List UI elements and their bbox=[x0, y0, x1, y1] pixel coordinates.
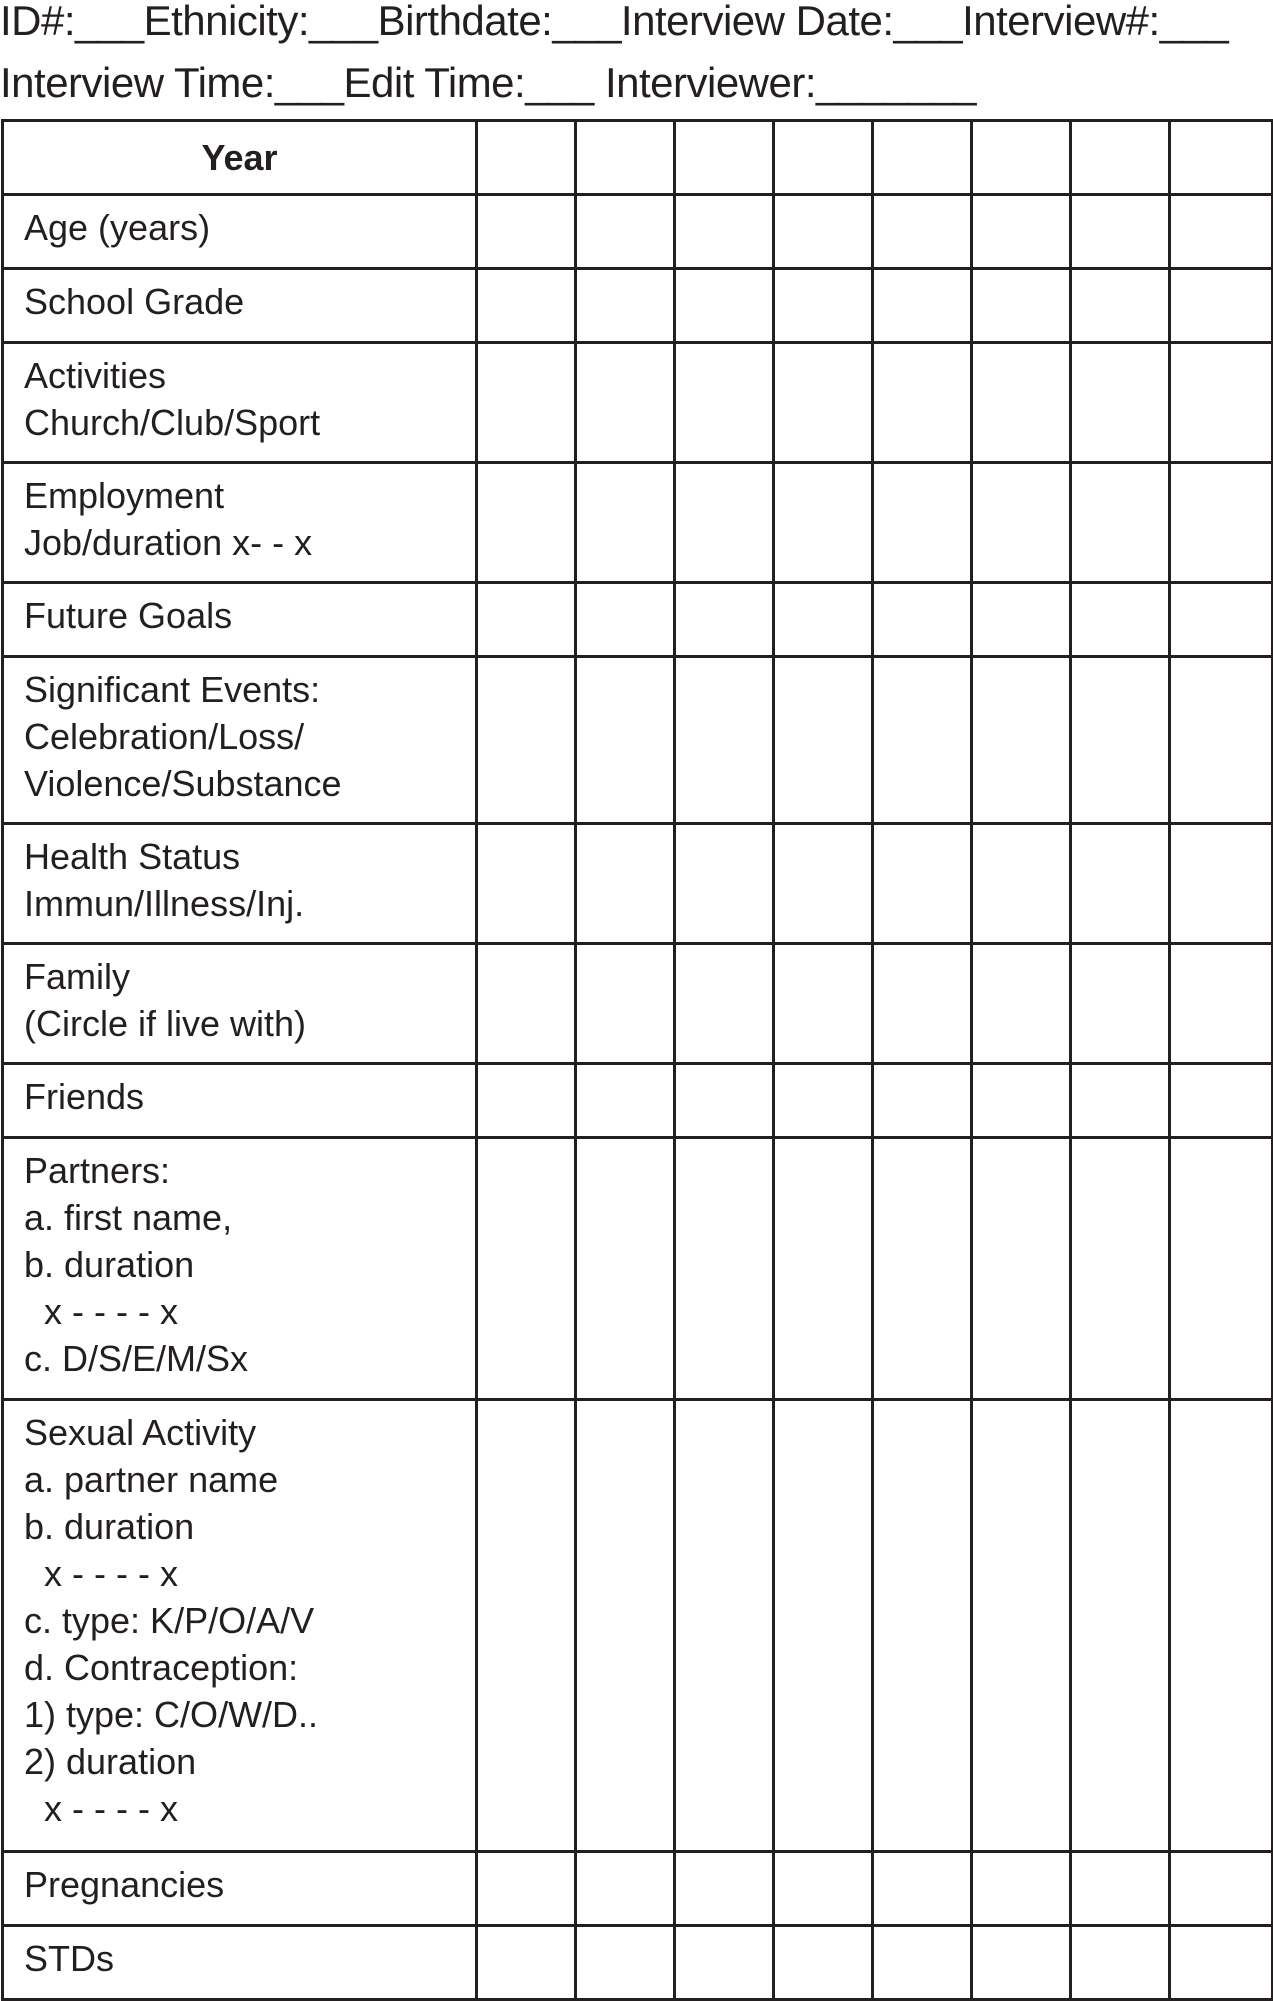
entry-cell[interactable] bbox=[774, 269, 873, 343]
entry-cell[interactable] bbox=[675, 824, 774, 944]
entry-cell[interactable] bbox=[477, 1926, 576, 2000]
entry-cell[interactable] bbox=[774, 1064, 873, 1138]
entry-cell[interactable] bbox=[1170, 824, 1273, 944]
row-label: STDs bbox=[3, 1926, 477, 2000]
entry-cell[interactable] bbox=[576, 1064, 675, 1138]
entry-cell[interactable] bbox=[576, 463, 675, 583]
year-cell[interactable] bbox=[873, 121, 972, 195]
year-cell[interactable] bbox=[675, 121, 774, 195]
table-row bbox=[3, 1852, 1273, 1926]
table-row bbox=[3, 269, 1273, 343]
entry-cell[interactable] bbox=[873, 1852, 972, 1926]
entry-cell[interactable] bbox=[972, 1400, 1071, 1852]
entry-cell[interactable] bbox=[1170, 1138, 1273, 1400]
entry-cell[interactable] bbox=[1170, 1400, 1273, 1852]
entry-cell[interactable] bbox=[477, 944, 576, 1064]
entry-cell[interactable] bbox=[972, 1926, 1071, 2000]
row-label: Age (years) bbox=[3, 195, 477, 269]
entry-cell[interactable] bbox=[774, 824, 873, 944]
entry-cell[interactable] bbox=[972, 1852, 1071, 1926]
entry-cell[interactable] bbox=[477, 195, 576, 269]
entry-cell[interactable] bbox=[576, 1138, 675, 1400]
entry-cell[interactable] bbox=[972, 1138, 1071, 1400]
entry-cell[interactable] bbox=[774, 343, 873, 463]
entry-cell[interactable] bbox=[477, 463, 576, 583]
entry-cell[interactable] bbox=[576, 1400, 675, 1852]
table-row bbox=[3, 1400, 1273, 1852]
entry-cell[interactable] bbox=[774, 1852, 873, 1926]
entry-cell[interactable] bbox=[1170, 1852, 1273, 1926]
entry-cell[interactable] bbox=[972, 343, 1071, 463]
entry-cell[interactable] bbox=[576, 1852, 675, 1926]
table-row bbox=[3, 1926, 1273, 2000]
year-cell[interactable] bbox=[774, 121, 873, 195]
year-cell[interactable] bbox=[576, 121, 675, 195]
row-label: Significant Events: Celebration/Loss/ Violence/Substance bbox=[3, 657, 477, 824]
entry-cell[interactable] bbox=[675, 195, 774, 269]
entry-cell[interactable] bbox=[675, 269, 774, 343]
entry-cell[interactable] bbox=[477, 1064, 576, 1138]
row-label: Activities Church/Club/Sport bbox=[3, 343, 477, 463]
entry-cell[interactable] bbox=[774, 657, 873, 824]
entry-cell[interactable] bbox=[1170, 583, 1273, 657]
entry-cell[interactable] bbox=[675, 944, 774, 1064]
entry-cell[interactable] bbox=[1071, 944, 1170, 1064]
entry-cell[interactable] bbox=[576, 583, 675, 657]
entry-cell[interactable] bbox=[873, 1926, 972, 2000]
entry-cell[interactable] bbox=[774, 463, 873, 583]
entry-cell[interactable] bbox=[576, 944, 675, 1064]
entry-cell[interactable] bbox=[972, 1064, 1071, 1138]
row-label: School Grade bbox=[3, 269, 477, 343]
entry-cell[interactable] bbox=[576, 343, 675, 463]
entry-cell[interactable] bbox=[972, 583, 1071, 657]
entry-cell[interactable] bbox=[1071, 824, 1170, 944]
table-row bbox=[3, 824, 1273, 944]
entry-cell[interactable] bbox=[1170, 657, 1273, 824]
entry-cell[interactable] bbox=[873, 1064, 972, 1138]
entry-cell[interactable] bbox=[774, 1926, 873, 2000]
year-header-cell: Year bbox=[3, 121, 477, 195]
table-row bbox=[3, 944, 1273, 1064]
header-line-1: ID#:___Ethnicity:___Birthdate:___Interview Date:___Interview#:___ bbox=[0, 0, 1229, 44]
table-row bbox=[3, 583, 1273, 657]
year-cell[interactable] bbox=[1170, 121, 1273, 195]
row-label: Employment Job/duration x- - x bbox=[3, 463, 477, 583]
entry-cell[interactable] bbox=[774, 195, 873, 269]
entry-cell[interactable] bbox=[1071, 343, 1170, 463]
entry-cell[interactable] bbox=[873, 1400, 972, 1852]
entry-cell[interactable] bbox=[1170, 944, 1273, 1064]
entry-cell[interactable] bbox=[1071, 1138, 1170, 1400]
entry-cell[interactable] bbox=[873, 583, 972, 657]
entry-cell[interactable] bbox=[477, 657, 576, 824]
entry-cell[interactable] bbox=[477, 1400, 576, 1852]
row-label: Sexual Activity a. partner name b. duration x - - - - x c. type: K/P/O/A/V d. Contraception: 1) type: C/O/W/D.. 2) duration x - - - - x bbox=[3, 1400, 477, 1852]
year-cell[interactable] bbox=[972, 121, 1071, 195]
entry-cell[interactable] bbox=[1170, 1926, 1273, 2000]
entry-cell[interactable] bbox=[675, 1064, 774, 1138]
entry-cell[interactable] bbox=[477, 1852, 576, 1926]
table-row bbox=[3, 1138, 1273, 1400]
entry-cell[interactable] bbox=[675, 1400, 774, 1852]
entry-cell[interactable] bbox=[576, 824, 675, 944]
entry-cell[interactable] bbox=[576, 1926, 675, 2000]
entry-cell[interactable] bbox=[774, 1400, 873, 1852]
entry-cell[interactable] bbox=[1170, 195, 1273, 269]
entry-cell[interactable] bbox=[675, 657, 774, 824]
row-label: Health Status Immun/Illness/Inj. bbox=[3, 824, 477, 944]
row-label: Partners: a. first name, b. duration x - - - - x c. D/S/E/M/Sx bbox=[3, 1138, 477, 1400]
year-cell[interactable] bbox=[1071, 121, 1170, 195]
entry-cell[interactable] bbox=[873, 944, 972, 1064]
entry-cell[interactable] bbox=[1071, 1852, 1170, 1926]
entry-cell[interactable] bbox=[1071, 1400, 1170, 1852]
entry-cell[interactable] bbox=[477, 583, 576, 657]
table-row bbox=[3, 463, 1273, 583]
entry-cell[interactable] bbox=[1170, 463, 1273, 583]
entry-cell[interactable] bbox=[477, 343, 576, 463]
entry-cell[interactable] bbox=[972, 657, 1071, 824]
table-row bbox=[3, 657, 1273, 824]
row-label: Friends bbox=[3, 1064, 477, 1138]
entry-cell[interactable] bbox=[873, 463, 972, 583]
header-row bbox=[3, 121, 1273, 195]
entry-cell[interactable] bbox=[576, 657, 675, 824]
entry-cell[interactable] bbox=[477, 1138, 576, 1400]
entry-cell[interactable] bbox=[873, 343, 972, 463]
entry-cell[interactable] bbox=[675, 1852, 774, 1926]
entry-cell[interactable] bbox=[1071, 1926, 1170, 2000]
entry-cell[interactable] bbox=[1170, 269, 1273, 343]
entry-cell[interactable] bbox=[477, 269, 576, 343]
entry-cell[interactable] bbox=[972, 944, 1071, 1064]
table-row bbox=[3, 195, 1273, 269]
entry-cell[interactable] bbox=[1071, 1064, 1170, 1138]
entry-cell[interactable] bbox=[675, 1138, 774, 1400]
entry-cell[interactable] bbox=[972, 269, 1071, 343]
entry-cell[interactable] bbox=[774, 583, 873, 657]
entry-cell[interactable] bbox=[675, 583, 774, 657]
entry-cell[interactable] bbox=[1170, 1064, 1273, 1138]
entry-cell[interactable] bbox=[873, 269, 972, 343]
entry-cell[interactable] bbox=[873, 195, 972, 269]
entry-cell[interactable] bbox=[873, 824, 972, 944]
table-row bbox=[3, 343, 1273, 463]
header-line-2: Interview Time:___Edit Time:___ Interviewer:_______ bbox=[0, 59, 977, 106]
entry-cell[interactable] bbox=[1071, 583, 1170, 657]
row-label: Family (Circle if live with) bbox=[3, 944, 477, 1064]
entry-cell[interactable] bbox=[675, 343, 774, 463]
entry-cell[interactable] bbox=[1071, 269, 1170, 343]
entry-cell[interactable] bbox=[972, 195, 1071, 269]
entry-cell[interactable] bbox=[873, 657, 972, 824]
entry-cell[interactable] bbox=[477, 824, 576, 944]
entry-cell[interactable] bbox=[675, 1926, 774, 2000]
entry-cell[interactable] bbox=[774, 1138, 873, 1400]
entry-cell[interactable] bbox=[1071, 463, 1170, 583]
entry-cell[interactable] bbox=[675, 463, 774, 583]
entry-cell[interactable] bbox=[576, 195, 675, 269]
row-label: Pregnancies bbox=[3, 1852, 477, 1926]
entry-cell[interactable] bbox=[576, 269, 675, 343]
entry-cell[interactable] bbox=[774, 944, 873, 1064]
entry-cell[interactable] bbox=[1071, 195, 1170, 269]
entry-cell[interactable] bbox=[972, 463, 1071, 583]
interview-table bbox=[1, 119, 1273, 2001]
entry-cell[interactable] bbox=[972, 824, 1071, 944]
entry-cell[interactable] bbox=[1170, 343, 1273, 463]
entry-cell[interactable] bbox=[873, 1138, 972, 1400]
year-cell[interactable] bbox=[477, 121, 576, 195]
entry-cell[interactable] bbox=[1071, 657, 1170, 824]
table-row bbox=[3, 1064, 1273, 1138]
row-label: Future Goals bbox=[3, 583, 477, 657]
